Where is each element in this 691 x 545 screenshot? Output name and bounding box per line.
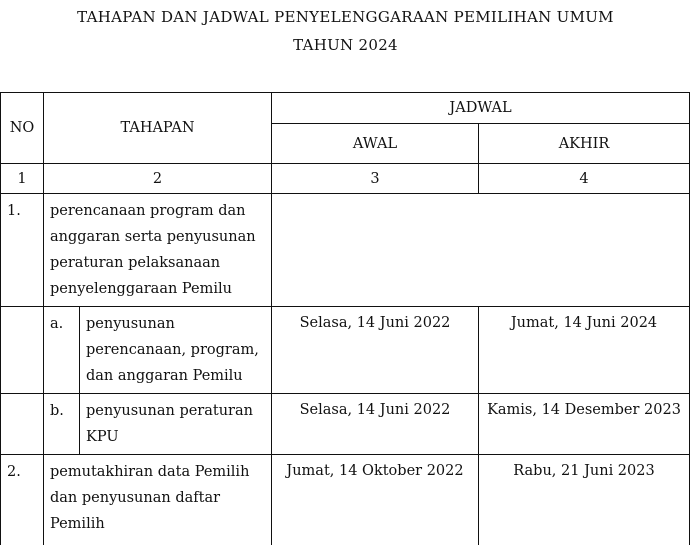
header-tahapan: TAHAPAN	[44, 93, 272, 164]
document-subtitle: TAHUN 2024	[293, 36, 398, 54]
row-1-tahapan: perencanaan program dan anggaran serta penyusunan peraturan pelaksanaan penyelenggaraan Pemilu	[44, 194, 272, 307]
row-1b-letter: b.	[44, 394, 80, 455]
row-1b-awal: Selasa, 14 Juni 2022	[272, 394, 479, 455]
row-1b-akhir: Kamis, 14 Desember 2023	[479, 394, 690, 455]
row-2-akhir: Rabu, 21 Juni 2023	[479, 455, 690, 545]
row-2-tahapan: pemutakhiran data Pemilih dan penyusunan daftar Pemilih	[44, 455, 272, 545]
row-1a-awal: Selasa, 14 Juni 2022	[272, 307, 479, 394]
header-jadwal: JADWAL	[272, 93, 690, 124]
row-2-no: 2.	[1, 455, 44, 545]
column-number-1: 1	[1, 164, 44, 194]
header-akhir: AKHIR	[479, 124, 690, 164]
column-number-4: 4	[479, 164, 690, 194]
header-awal: AWAL	[272, 124, 479, 164]
document-title: TAHAPAN DAN JADWAL PENYELENGGARAAN PEMILIHAN UMUM	[77, 8, 614, 26]
row-1b-tahapan: penyusunan peraturan KPU	[80, 394, 272, 455]
row-1a-letter: a.	[44, 307, 80, 394]
row-1-no: 1.	[1, 194, 44, 307]
column-number-2: 2	[44, 164, 272, 194]
row-1b-no-empty	[1, 394, 44, 455]
schedule-table	[0, 92, 690, 545]
row-2-awal: Jumat, 14 Oktober 2022	[272, 455, 479, 545]
row-1a-tahapan: penyusunan perencanaan, program, dan anggaran Pemilu	[80, 307, 272, 394]
row-1-jadwal-empty	[272, 194, 690, 307]
row-1a-akhir: Jumat, 14 Juni 2024	[479, 307, 690, 394]
header-no: NO	[1, 93, 44, 164]
column-number-3: 3	[272, 164, 479, 194]
row-1a-no-empty	[1, 307, 44, 394]
